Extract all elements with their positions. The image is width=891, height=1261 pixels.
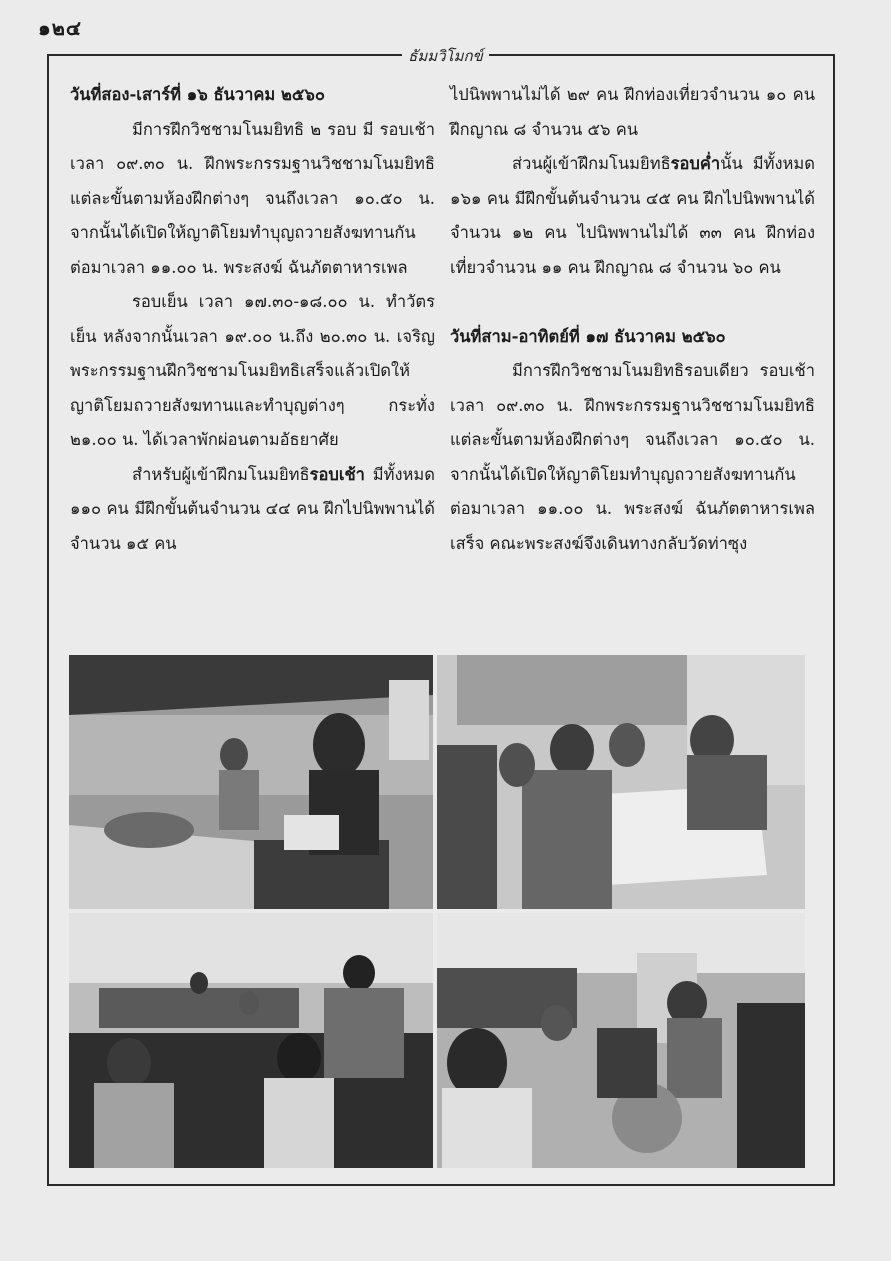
photo-meditation-hall-image [69, 913, 433, 1168]
evening-round-bold: รอบค่ำ [670, 154, 721, 173]
day-three-paragraph: มีการฝึกวิชชามโนมยิทธิรอบเดียว รอบเช้าเวลา ๐๙.๓๐ น. ฝึกพระกรรมฐานวิชชามโนมยิทธิแต่ละขั้นตามห้องฝึกต่างๆ จนถึงเวลา ๑๐.๕๐ น. จากนั้นได้เปิดให้ญาติโยมทำบุญถวายสังฆทานกัน ต่อมาเวลา ๑๑.๐๐ น. พระสงฆ์ ฉันภัตตาหารเพล เสร็จ คณะพระสงฆ์จึงเดินทางกลับวัดท่าซุง [450, 361, 815, 553]
evening-round-paragraph [450, 147, 815, 285]
evening-stats-text: นั้น มีทั้งหมด ๑๖๑ คน มีฝึกขั้นต้นจำนวน ๔๕ คน ฝึกไปนิพพานได้จำนวน ๑๒ คน ไปนิพพานไม่ได้ ๓๓ คน ฝึกท่องเที่ยวจำนวน ๑๑ คน ฝึกญาณ ๘ จำนวน ๖๐ คน [450, 154, 815, 277]
day-two-heading: วันที่สอง-เสาร์ที่ ๑๖ ธันวาคม ๒๕๖๐ [70, 85, 325, 104]
page-number: ๑๒๔ [38, 16, 83, 40]
right-column [450, 78, 815, 561]
photo-offering-table-image [69, 655, 433, 909]
photo-offering-table [69, 655, 433, 909]
morning-round-bold: รอบเช้า [309, 464, 365, 484]
running-title: ธัมมวิโมกข์ [402, 47, 489, 65]
evening-lead-text: ส่วนผู้เข้าฝึกมโนมยิทธิ [512, 154, 671, 173]
photo-monks-dining-image [437, 655, 805, 909]
photo-gathering-crowd-image [437, 913, 805, 1168]
day-two-paragraph-2: รอบเย็น เวลา ๑๗.๓๐-๑๘.๐๐ น. ทำวัตรเย็น หลังจากนั้นเวลา ๑๙.๐๐ น.ถึง ๒๐.๓๐ น. เจริญพระกรรมฐานฝึกวิชชามโนมยิทธิเสร็จแล้วเปิดให้ญาติโยมถวายสังฆทานและทำบุญต่างๆ กระทั่ง ๒๑.๐๐ น. ได้เวลาพักผ่อนตามอัธยาศัย [70, 292, 435, 449]
morning-stats-continued: ไปนิพพานไม่ได้ ๒๙ คน ฝึกท่องเที่ยวจำนวน ๑๐ คน ฝึกญาณ ๘ จำนวน ๕๖ คน [450, 85, 815, 139]
day-two-paragraph-1: มีการฝึกวิชชามโนมยิทธิ ๒ รอบ มี รอบเช้าเวลา ๐๙.๓๐ น. ฝึกพระกรรมฐานวิชชามโนมยิทธิแต่ละขั้นตามห้องฝึกต่างๆ จนถึงเวลา ๑๐.๕๐ น. จากนั้นได้เปิดให้ญาติโยมทำบุญถวายสังฆทานกัน ต่อมาเวลา ๑๑.๐๐ น. พระสงฆ์ ฉันภัตตาหารเพล [70, 119, 435, 277]
photo-gathering-crowd [437, 913, 805, 1168]
photo-meditation-hall [69, 913, 433, 1168]
photo-grid [69, 655, 805, 1168]
photo-monks-dining [437, 655, 805, 909]
morning-stats-text: มีทั้งหมด ๑๑๐ คน มีฝึกขั้นต้นจำนวน ๔๔ คน ฝึกไปนิพพานได้จำนวน ๑๕ คน [70, 464, 435, 553]
morning-lead-text: สำหรับผู้เข้าฝึกมโนมยิทธิ [132, 464, 310, 484]
day-three-heading: วันที่สาม-อาทิตย์ที่ ๑๗ ธันวาคม ๒๕๖๐ [450, 326, 726, 346]
day-two-paragraph-3 [70, 458, 435, 562]
left-column [70, 78, 435, 561]
column-spacer [450, 285, 815, 320]
